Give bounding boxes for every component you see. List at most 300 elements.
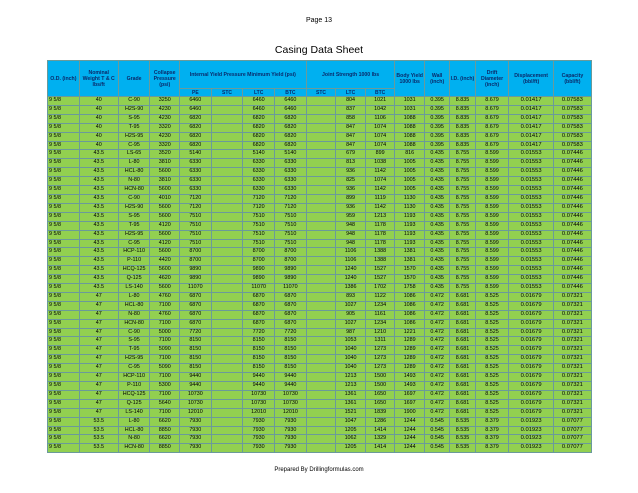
table-cell: 8150 [243, 346, 275, 355]
table-cell: 7930 [243, 417, 275, 426]
subheader-joint-stc: STC [306, 89, 336, 97]
table-cell [306, 159, 336, 168]
table-cell: 43.5 [79, 221, 118, 230]
table-cell: 3810 [150, 177, 180, 186]
table-cell: 0.545 [424, 426, 449, 435]
table-cell: 4120 [150, 221, 180, 230]
table-cell [211, 221, 243, 230]
table-cell: 6870 [275, 310, 307, 319]
table-cell: 9890 [179, 266, 211, 275]
table-cell: 6820 [275, 132, 307, 141]
table-row [48, 194, 592, 203]
table-row [48, 177, 592, 186]
table-cell: 9 5/8 [48, 203, 80, 212]
table-row [48, 141, 592, 150]
table-cell [211, 266, 243, 275]
table-cell [211, 186, 243, 195]
table-cell: 7510 [275, 239, 307, 248]
table-cell: 0.01679 [509, 319, 553, 328]
header-internal-yield: Internal Yield Pressure Minimum Yield (psi) [179, 61, 306, 89]
table-cell: 0.01417 [509, 114, 553, 123]
table-cell: 9 5/8 [48, 186, 80, 195]
table-cell: 813 [336, 159, 366, 168]
table-cell: 9 5/8 [48, 373, 80, 382]
table-row [48, 221, 592, 230]
table-cell: 0.01553 [509, 257, 553, 266]
table-cell: 1027 [336, 301, 366, 310]
table-cell: 9 5/8 [48, 105, 80, 114]
table-cell: 9 5/8 [48, 417, 80, 426]
table-cell: 47 [79, 292, 118, 301]
table-cell: 0.01553 [509, 194, 553, 203]
table-cell: C-95 [118, 239, 150, 248]
table-cell: 8.755 [450, 284, 475, 293]
table-cell [211, 168, 243, 177]
table-cell: 0.07583 [553, 105, 591, 114]
table-cell: 0.07446 [553, 257, 591, 266]
table-cell: 6820 [243, 132, 275, 141]
table-cell: 7120 [179, 203, 211, 212]
table-cell: 6820 [179, 141, 211, 150]
table-cell: 11070 [243, 284, 275, 293]
table-cell: 6330 [243, 177, 275, 186]
table-cell: 0.07321 [553, 373, 591, 382]
table-cell: 0.07446 [553, 177, 591, 186]
table-cell: 0.472 [424, 337, 449, 346]
table-cell: 1193 [395, 239, 425, 248]
table-cell: 948 [336, 230, 366, 239]
table-cell: 47 [79, 408, 118, 417]
table-cell [306, 212, 336, 221]
table-cell [306, 97, 336, 106]
table-cell [211, 408, 243, 417]
subheader-pe: PE [179, 89, 211, 97]
table-cell: 8.681 [450, 390, 475, 399]
table-cell: 0.01679 [509, 382, 553, 391]
table-cell: 6820 [243, 123, 275, 132]
table-cell [211, 382, 243, 391]
table-cell [211, 141, 243, 150]
table-cell: 1839 [365, 408, 395, 417]
table-cell: 1074 [365, 141, 395, 150]
table-cell: 4760 [150, 310, 180, 319]
table-cell: 7720 [243, 328, 275, 337]
table-cell: 0.07446 [553, 203, 591, 212]
table-cell: 8700 [179, 257, 211, 266]
table-cell: 847 [336, 141, 366, 150]
table-cell: 825 [336, 177, 366, 186]
table-cell: 1311 [365, 337, 395, 346]
table-cell: 6330 [275, 177, 307, 186]
table-cell: 7510 [243, 221, 275, 230]
table-cell: 5600 [150, 248, 180, 257]
table-cell: 9890 [275, 275, 307, 284]
table-cell: 6870 [275, 319, 307, 328]
subheader-stc: STC [211, 89, 243, 97]
table-cell: H2S-95 [118, 355, 150, 364]
header-drift-diameter: Drift Diameter (inch) [475, 61, 509, 97]
table-cell [211, 194, 243, 203]
table-cell: 7930 [243, 444, 275, 453]
table-cell: 8.599 [475, 266, 509, 275]
table-cell: 8.525 [475, 301, 509, 310]
table-cell: 8150 [243, 337, 275, 346]
table-cell: 10730 [275, 399, 307, 408]
table-cell: 43.5 [79, 266, 118, 275]
table-cell [306, 132, 336, 141]
table-cell: 6330 [179, 186, 211, 195]
table-cell: 6870 [243, 310, 275, 319]
table-cell: 8.525 [475, 382, 509, 391]
table-cell: 0.01553 [509, 159, 553, 168]
table-cell: 8150 [275, 346, 307, 355]
table-cell: T-95 [118, 221, 150, 230]
table-cell: 8.755 [450, 194, 475, 203]
table-cell: 1570 [395, 275, 425, 284]
table-cell [306, 194, 336, 203]
header-joint-strength: Joint Strength 1000 lbs [306, 61, 395, 89]
table-cell: 0.07446 [553, 186, 591, 195]
table-row [48, 444, 592, 453]
table-cell [306, 292, 336, 301]
table-cell: 1414 [365, 426, 395, 435]
table-cell: 0.01679 [509, 373, 553, 382]
table-cell: 1088 [395, 141, 425, 150]
table-cell: 8.525 [475, 346, 509, 355]
table-cell [211, 435, 243, 444]
table-cell: 8.681 [450, 310, 475, 319]
table-cell [306, 390, 336, 399]
table-cell: 0.07446 [553, 239, 591, 248]
table-row [48, 257, 592, 266]
table-cell: 0.472 [424, 355, 449, 364]
table-cell: 47 [79, 310, 118, 319]
table-cell: 1086 [395, 310, 425, 319]
table-row [48, 390, 592, 399]
table-cell: P-110 [118, 382, 150, 391]
table-cell: 936 [336, 203, 366, 212]
table-cell: 8700 [275, 248, 307, 257]
table-cell: 0.07446 [553, 266, 591, 275]
table-cell: 0.435 [424, 284, 449, 293]
table-cell [306, 301, 336, 310]
table-cell: H2S-95 [118, 132, 150, 141]
table-cell: HCL-80 [118, 301, 150, 310]
table-cell: 8.525 [475, 355, 509, 364]
table-cell: 0.395 [424, 141, 449, 150]
table-cell: 1500 [365, 382, 395, 391]
table-cell: 7510 [243, 239, 275, 248]
table-cell: 9 5/8 [48, 150, 80, 159]
table-cell: 7120 [243, 203, 275, 212]
table-cell: 0.07583 [553, 132, 591, 141]
table-cell: 9 5/8 [48, 435, 80, 444]
table-cell: 1040 [336, 355, 366, 364]
table-cell: 5600 [150, 284, 180, 293]
header-wall: Wall (inch) [424, 61, 449, 97]
table-body [48, 97, 592, 453]
table-cell: 8.599 [475, 150, 509, 159]
table-cell: 9890 [179, 275, 211, 284]
table-cell: 1193 [395, 212, 425, 221]
table-cell: 1381 [395, 248, 425, 257]
table-cell: 0.07583 [553, 123, 591, 132]
table-cell: 8850 [150, 444, 180, 453]
subheader-joint-btc: BTC [365, 89, 395, 97]
table-cell [306, 373, 336, 382]
table-cell [211, 97, 243, 106]
table-row [48, 373, 592, 382]
table-cell: HCQ-125 [118, 266, 150, 275]
table-cell: 0.472 [424, 310, 449, 319]
table-cell: 9440 [179, 373, 211, 382]
table-cell: 8.599 [475, 194, 509, 203]
table-cell: 8.599 [475, 257, 509, 266]
table-cell: 1500 [365, 373, 395, 382]
table-row [48, 150, 592, 159]
table-cell: 9 5/8 [48, 364, 80, 373]
table-cell: 0.01417 [509, 123, 553, 132]
table-cell: 7930 [275, 426, 307, 435]
table-cell: 9 5/8 [48, 337, 80, 346]
table-row [48, 230, 592, 239]
table-cell: 6870 [275, 301, 307, 310]
table-cell: 0.01679 [509, 292, 553, 301]
table-cell: 9 5/8 [48, 230, 80, 239]
table-cell: 5140 [243, 150, 275, 159]
table-cell [211, 150, 243, 159]
table-cell: Q-125 [118, 275, 150, 284]
table-cell [306, 284, 336, 293]
table-cell: 5640 [150, 399, 180, 408]
table-cell: 1074 [365, 123, 395, 132]
table-cell: 9890 [243, 266, 275, 275]
table-cell: 8.525 [475, 390, 509, 399]
table-cell: 893 [336, 292, 366, 301]
table-cell: 8.755 [450, 212, 475, 221]
table-row [48, 319, 592, 328]
table-cell: 1193 [395, 230, 425, 239]
table-cell: 0.472 [424, 382, 449, 391]
table-cell: 1178 [365, 230, 395, 239]
table-cell [306, 150, 336, 159]
table-cell: HCL-80 [118, 426, 150, 435]
table-cell: 816 [395, 150, 425, 159]
table-cell [211, 301, 243, 310]
table-cell: 9 5/8 [48, 141, 80, 150]
table-cell: 8.599 [475, 212, 509, 221]
table-cell [211, 284, 243, 293]
table-cell: 40 [79, 105, 118, 114]
footer-credit: Prepared By Drillingformulas.com [274, 467, 364, 473]
table-cell: 8.679 [475, 123, 509, 132]
table-cell: 6330 [179, 159, 211, 168]
table-cell: 0.01679 [509, 301, 553, 310]
table-cell [306, 248, 336, 257]
table-cell [306, 221, 336, 230]
table-cell: 0.01553 [509, 284, 553, 293]
table-cell: 8700 [275, 257, 307, 266]
table-cell: 1697 [395, 390, 425, 399]
table-cell: 5600 [150, 186, 180, 195]
table-row [48, 168, 592, 177]
table-row [48, 132, 592, 141]
table-cell: 9 5/8 [48, 221, 80, 230]
table-cell: 1289 [395, 346, 425, 355]
table-cell: 6330 [179, 168, 211, 177]
table-cell: 4420 [150, 257, 180, 266]
table-cell: 1361 [336, 390, 366, 399]
table-cell: 8.525 [475, 364, 509, 373]
table-row [48, 417, 592, 426]
table-cell: 47 [79, 382, 118, 391]
table-cell: 0.472 [424, 328, 449, 337]
table-cell: 1205 [336, 444, 366, 453]
table-cell: 936 [336, 186, 366, 195]
table-cell [306, 417, 336, 426]
table-cell: 6870 [179, 292, 211, 301]
table-cell: 1040 [336, 346, 366, 355]
table-cell: 4760 [150, 292, 180, 301]
table-cell: 9 5/8 [48, 426, 80, 435]
table-row [48, 266, 592, 275]
table-cell: 7510 [179, 230, 211, 239]
table-cell [211, 257, 243, 266]
table-cell: 11070 [179, 284, 211, 293]
table-cell [306, 257, 336, 266]
table-cell: 7510 [275, 230, 307, 239]
table-cell: 9 5/8 [48, 132, 80, 141]
table-cell: 7930 [179, 435, 211, 444]
table-cell: 1527 [365, 275, 395, 284]
table-cell: 1386 [336, 284, 366, 293]
table-cell: 0.01553 [509, 212, 553, 221]
table-cell: 6330 [243, 168, 275, 177]
table-cell: 5600 [150, 203, 180, 212]
table-cell: 9 5/8 [48, 114, 80, 123]
table-cell: 0.07321 [553, 390, 591, 399]
table-cell: 47 [79, 364, 118, 373]
table-cell [211, 399, 243, 408]
table-cell: 1042 [365, 105, 395, 114]
table-cell: 9 5/8 [48, 301, 80, 310]
table-cell: 1900 [395, 408, 425, 417]
table-cell: 0.01679 [509, 328, 553, 337]
table-cell: 9 5/8 [48, 408, 80, 417]
table-cell: 7930 [275, 435, 307, 444]
table-cell: 1053 [336, 337, 366, 346]
table-cell: 11070 [275, 284, 307, 293]
table-cell: 5300 [150, 382, 180, 391]
table-cell: 40 [79, 123, 118, 132]
table-cell: 1493 [395, 373, 425, 382]
table-cell: 0.01679 [509, 364, 553, 373]
table-cell [211, 212, 243, 221]
table-cell: 837 [336, 105, 366, 114]
table-cell: 8150 [179, 337, 211, 346]
table-cell: 9 5/8 [48, 328, 80, 337]
table-cell: 53.5 [79, 444, 118, 453]
table-row [48, 292, 592, 301]
table-cell: 0.07321 [553, 364, 591, 373]
table-cell: 0.01679 [509, 310, 553, 319]
table-cell: 0.545 [424, 417, 449, 426]
table-cell: 9 5/8 [48, 168, 80, 177]
table-cell: 3320 [150, 123, 180, 132]
table-cell [306, 337, 336, 346]
table-cell: 8150 [243, 355, 275, 364]
table-cell: 0.07321 [553, 319, 591, 328]
subheader-ltc: LTC [243, 89, 275, 97]
table-cell: 7720 [179, 328, 211, 337]
table-cell: 0.07321 [553, 382, 591, 391]
table-cell: 0.472 [424, 364, 449, 373]
table-cell: 0.01553 [509, 221, 553, 230]
table-cell [211, 417, 243, 426]
table-row [48, 399, 592, 408]
table-cell: 9890 [275, 266, 307, 275]
table-cell: 5140 [179, 150, 211, 159]
table-cell: 5600 [150, 266, 180, 275]
table-cell: 8.535 [450, 444, 475, 453]
table-cell [306, 168, 336, 177]
table-cell: 8.679 [475, 141, 509, 150]
table-cell: 43.5 [79, 203, 118, 212]
table-cell: 8.599 [475, 275, 509, 284]
table-cell: 1521 [336, 408, 366, 417]
table-cell: 8.755 [450, 275, 475, 284]
table-cell: 1234 [365, 301, 395, 310]
table-cell: 9 5/8 [48, 257, 80, 266]
table-cell [306, 114, 336, 123]
table-cell [306, 177, 336, 186]
table-cell: 1388 [365, 248, 395, 257]
table-row [48, 408, 592, 417]
table-cell: 9 5/8 [48, 292, 80, 301]
table-cell: 9 5/8 [48, 355, 80, 364]
table-cell: 8.681 [450, 355, 475, 364]
table-cell: 1213 [336, 373, 366, 382]
table-cell: 8.681 [450, 337, 475, 346]
table-cell: 8.599 [475, 248, 509, 257]
table-cell: 8150 [275, 355, 307, 364]
table-cell: 0.01553 [509, 248, 553, 257]
table-cell: 0.472 [424, 301, 449, 310]
table-cell: 9 5/8 [48, 399, 80, 408]
table-cell: 10730 [179, 399, 211, 408]
table-cell [306, 123, 336, 132]
table-cell: 8.835 [450, 141, 475, 150]
table-cell: 7120 [275, 194, 307, 203]
table-cell: 0.435 [424, 203, 449, 212]
table-cell: 6460 [275, 97, 307, 106]
table-cell: LS-65 [118, 150, 150, 159]
table-cell: 8150 [179, 364, 211, 373]
table-cell: 1074 [365, 177, 395, 186]
table-cell: 6330 [179, 177, 211, 186]
table-cell [211, 444, 243, 453]
table-cell: 8.525 [475, 310, 509, 319]
table-cell: 1005 [395, 177, 425, 186]
table-cell: 1210 [365, 328, 395, 337]
table-cell: 43.5 [79, 168, 118, 177]
table-cell: 10730 [243, 390, 275, 399]
table-cell: 0.01417 [509, 141, 553, 150]
table-cell: 8.755 [450, 168, 475, 177]
table-cell: 5600 [150, 230, 180, 239]
table-cell: 8.679 [475, 114, 509, 123]
table-cell: 9 5/8 [48, 310, 80, 319]
